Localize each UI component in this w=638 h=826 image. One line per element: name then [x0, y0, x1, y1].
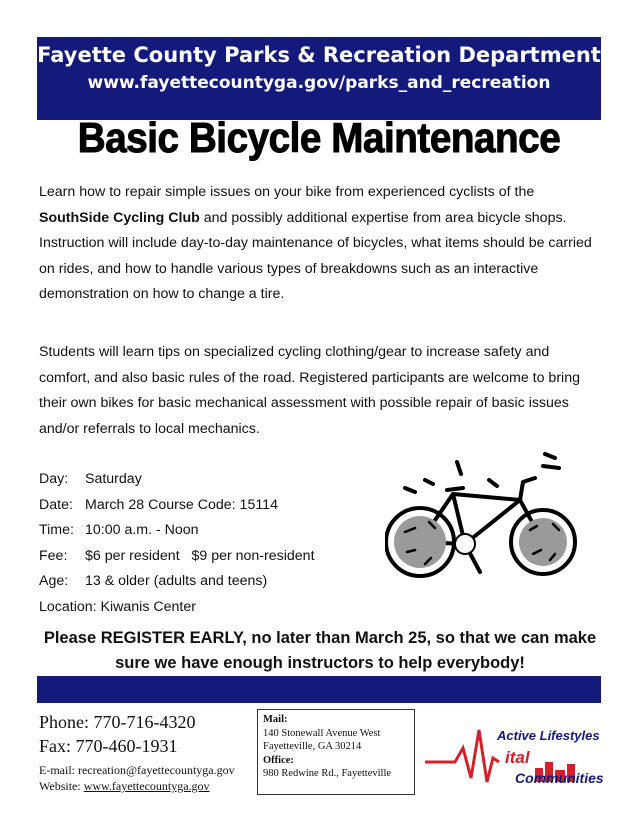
- date-value: March 28 Course Code: 15114: [85, 496, 278, 513]
- fee-label: Fee:: [39, 547, 68, 564]
- contact-info: [39, 710, 254, 794]
- department-url[interactable]: www.fayettecountyga.gov/parks_and_recreation: [87, 73, 551, 93]
- time-label: Time:: [39, 522, 74, 539]
- phone-number: Phone: 770-716-4320: [39, 712, 196, 732]
- office-label: Office:: [263, 754, 294, 766]
- active-lifestyles-logo: [425, 720, 604, 795]
- location-value: Location: Kiwanis Center: [39, 598, 196, 615]
- day-row: [39, 467, 369, 493]
- logo-line1: Active Lifestyles: [497, 728, 600, 743]
- mail-line1: 140 Stonewall Avenue West: [263, 727, 381, 739]
- intro-paragraph: [39, 180, 599, 308]
- location-row: [39, 595, 369, 621]
- department-title: Fayette County Parks & Recreation Department: [37, 43, 601, 67]
- fee-value: $6 per resident $9 per non-resident: [85, 547, 315, 564]
- flyer-title: Basic Bicycle Maintenance: [77, 114, 561, 161]
- office-line: 980 Redwine Rd., Fayetteville: [263, 768, 392, 779]
- date-row: [39, 493, 369, 519]
- date-label: Date:: [39, 496, 73, 513]
- intro-text-2: and possibly additional expertise from area bicycle shops. Instruction will include day-to-day maintenance of bicycles, what items should be carried on rides, and how to handle various types of breakdowns such as an interactive demonstration on how to change a tire.: [39, 209, 592, 303]
- bicycle-icon: [385, 452, 585, 592]
- time-value: 10:00 a.m. - Noon: [85, 522, 199, 539]
- mail-line2: Fayetteville, GA 30214: [263, 741, 362, 752]
- register-notice: Please REGISTER EARLY, no later than March 25, so that we can make sure we have enough instructors to help everybody!: [43, 629, 597, 672]
- fee-row: [39, 544, 369, 570]
- email-address[interactable]: E-mail: recreation@fayettecountyga.gov: [39, 763, 235, 777]
- club-name: SouthSide Cycling Club: [39, 209, 200, 226]
- day-value: Saturday: [85, 471, 142, 487]
- address-box: [257, 709, 415, 795]
- department-header: [37, 37, 601, 120]
- website-link[interactable]: www.fayettecountyga.gov: [83, 779, 210, 793]
- students-paragraph: Students will learn tips on specialized cycling clothing/gear to increase safety and comfort, and also basic rules of the road. Registered participants are welcome to bring their own bikes for basic mechanical assessment with possible repair of basic issues and/or referrals to local mechanics.: [39, 344, 580, 437]
- fax-number: Fax: 770-460-1931: [39, 736, 178, 756]
- website-label: Website:: [39, 779, 84, 793]
- age-label: Age:: [39, 573, 69, 590]
- mail-label: Mail:: [263, 714, 288, 725]
- intro-text-1: Learn how to repair simple issues on your bike from experienced cyclists of the: [39, 184, 535, 200]
- divider-bar: [37, 676, 601, 703]
- course-details: [39, 467, 369, 621]
- time-row: [39, 518, 369, 544]
- logo-line2: ital: [505, 748, 530, 767]
- age-row: [39, 569, 369, 595]
- logo-line3: Communities: [515, 770, 604, 786]
- day-label: Day:: [39, 471, 69, 487]
- website-line: [39, 778, 254, 794]
- age-value: 13 & older (adults and teens): [85, 573, 268, 590]
